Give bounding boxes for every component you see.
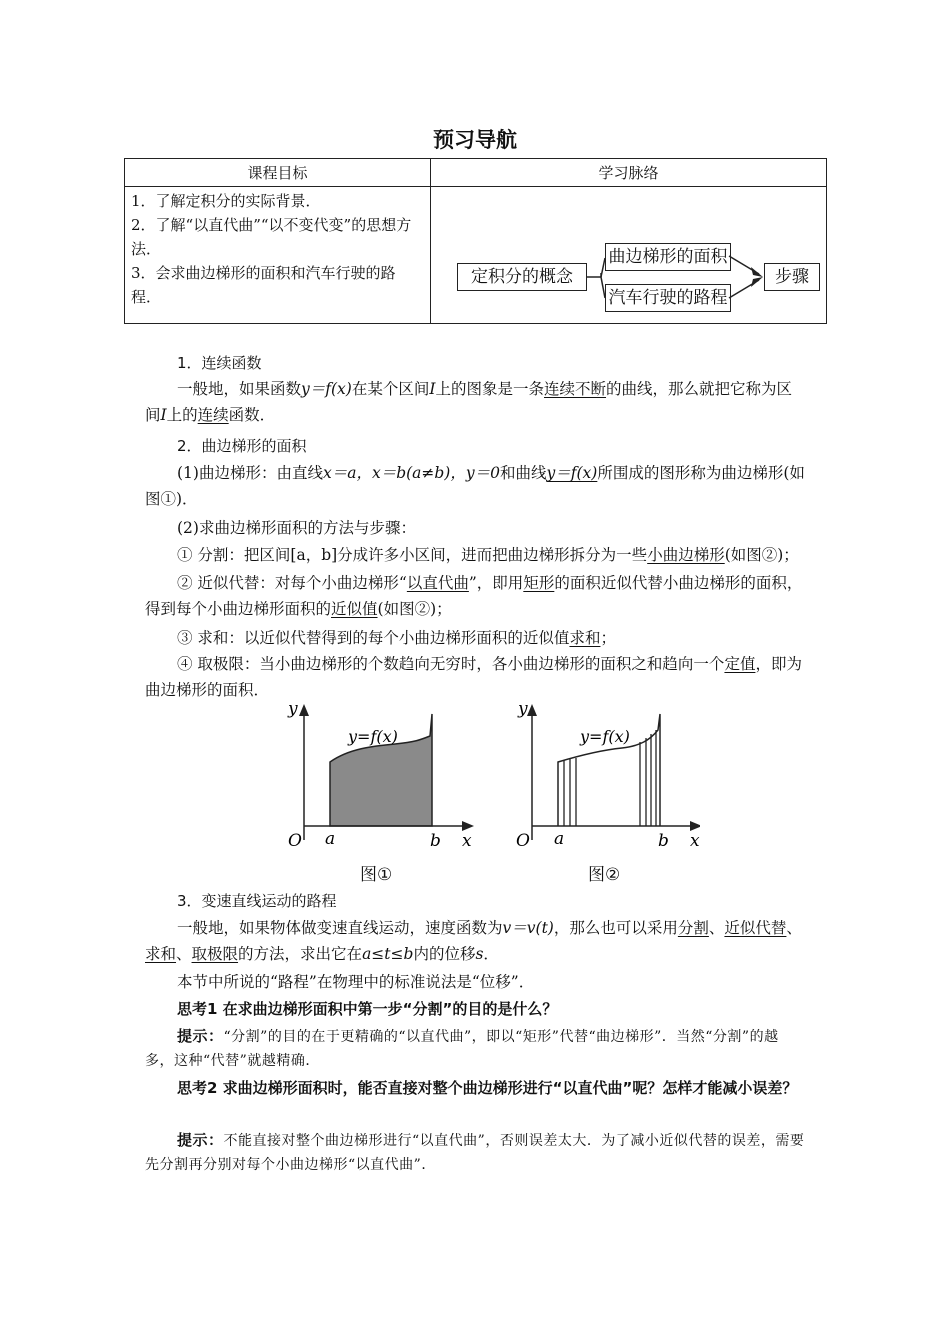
section-3-note: 本节中所说的“路程”在物理中的标准说法是“位移”． [177, 973, 535, 991]
b-label: b [430, 831, 441, 851]
y-label: y [288, 700, 298, 719]
figure-2-caption: 图② [588, 865, 621, 885]
figures [280, 700, 700, 860]
section-1-paragraph: 一般地，如果函数y＝f(x)在某个区间I上的图象是一条连续不断的曲线，那么就把它称为区间I上的连续函数． [145, 380, 793, 424]
flow-root: 定积分的概念 [457, 263, 587, 291]
flow-branch-area: 曲边梯形的面积 [605, 243, 731, 271]
curve-label: y=f(x) [348, 727, 398, 746]
x-label: x [690, 831, 700, 851]
x-label: x [462, 831, 472, 851]
goal-item: 1．了解定积分的实际背景． [131, 192, 321, 210]
figure-2 [516, 700, 700, 851]
col-header-outline: 学习脉络 [431, 159, 827, 187]
section-3-paragraph: 一般地，如果物体做变速直线运动，速度函数为v＝v(t)，那么也可以采用分割、近似代替、求和、取极限的方法，求出它在a≤t≤b内的位移s． [145, 919, 802, 963]
goals-cell [125, 187, 431, 324]
step-limit: ④ 取极限：当小曲边梯形的个数趋向无穷时，各小曲边梯形的面积之和趋向一个定值，即为曲边梯形的面积． [145, 655, 802, 699]
origin-label: O [516, 831, 530, 851]
think-1-answer: 提示：“分割”的目的在于更精确的“以直代曲”，即以“矩形”代替“曲边梯形”．当然“分割”的越多，这种“代替”就越精确． [145, 1027, 779, 1069]
a-label: a [325, 829, 336, 849]
goal-item: 3．会求曲边梯形的面积和汽车行驶的路程． [131, 264, 396, 306]
flow-branch-distance: 汽车行驶的路程 [605, 284, 731, 312]
section-1-heading: 1．连续函数 [177, 354, 262, 372]
flow-result: 步骤 [764, 263, 820, 291]
section-2-heading: 2．曲边梯形的面积 [177, 437, 307, 455]
page-title: 预习导航 [433, 128, 517, 152]
think-1-question: 思考1 在求曲边梯形面积中第一步“分割”的目的是什么？ [177, 1000, 558, 1018]
figure-1 [287, 700, 474, 851]
step-sum: ③ 求和：以近似代替得到的每个小曲边梯形面积的近似值求和； [177, 629, 616, 647]
section-2-definition: (1)曲边梯形：由直线x＝a，x＝b(a≠b)，y＝0和曲线y＝f(x)所围成的图形称为曲边梯形(如图①)． [145, 464, 805, 508]
curve-label: y=f(x) [580, 727, 630, 746]
step-approximate: ② 近似代替：对每个小曲边梯形“以直代曲”，即用矩形的面积近似代替小曲边梯形的面积，得到每个小曲边梯形面积的近似值(如图②)； [145, 574, 803, 618]
a-label: a [554, 829, 565, 849]
col-header-goals: 课程目标 [125, 159, 431, 187]
outline-cell [431, 187, 827, 324]
section-3-heading: 3．变速直线运动的路程 [177, 892, 337, 910]
goal-item: 2．了解“以直代曲”“以不变代变”的思想方法． [131, 216, 412, 258]
section-2-method: (2)求曲边梯形面积的方法与步骤： [177, 519, 416, 537]
origin-label: O [288, 831, 302, 851]
figure-1-caption: 图① [360, 865, 393, 885]
think-2-question: 思考2 求曲边梯形面积时，能否直接对整个曲边梯形进行“以直代曲”呢？怎样才能减小误差？ [177, 1079, 798, 1097]
y-label: y [518, 700, 528, 719]
think-2-answer: 提示：不能直接对整个曲边梯形进行“以直代曲”，否则误差太大．为了减小近似代替的误差，需要先分割再分别对每个小曲边梯形“以直代曲”． [145, 1131, 805, 1173]
b-label: b [658, 831, 669, 851]
goals-table [124, 158, 827, 324]
step-divide: ① 分割：把区间[a，b]分成许多小区间，进而把曲边梯形拆分为一些小曲边梯形(如图②)； [177, 546, 799, 564]
